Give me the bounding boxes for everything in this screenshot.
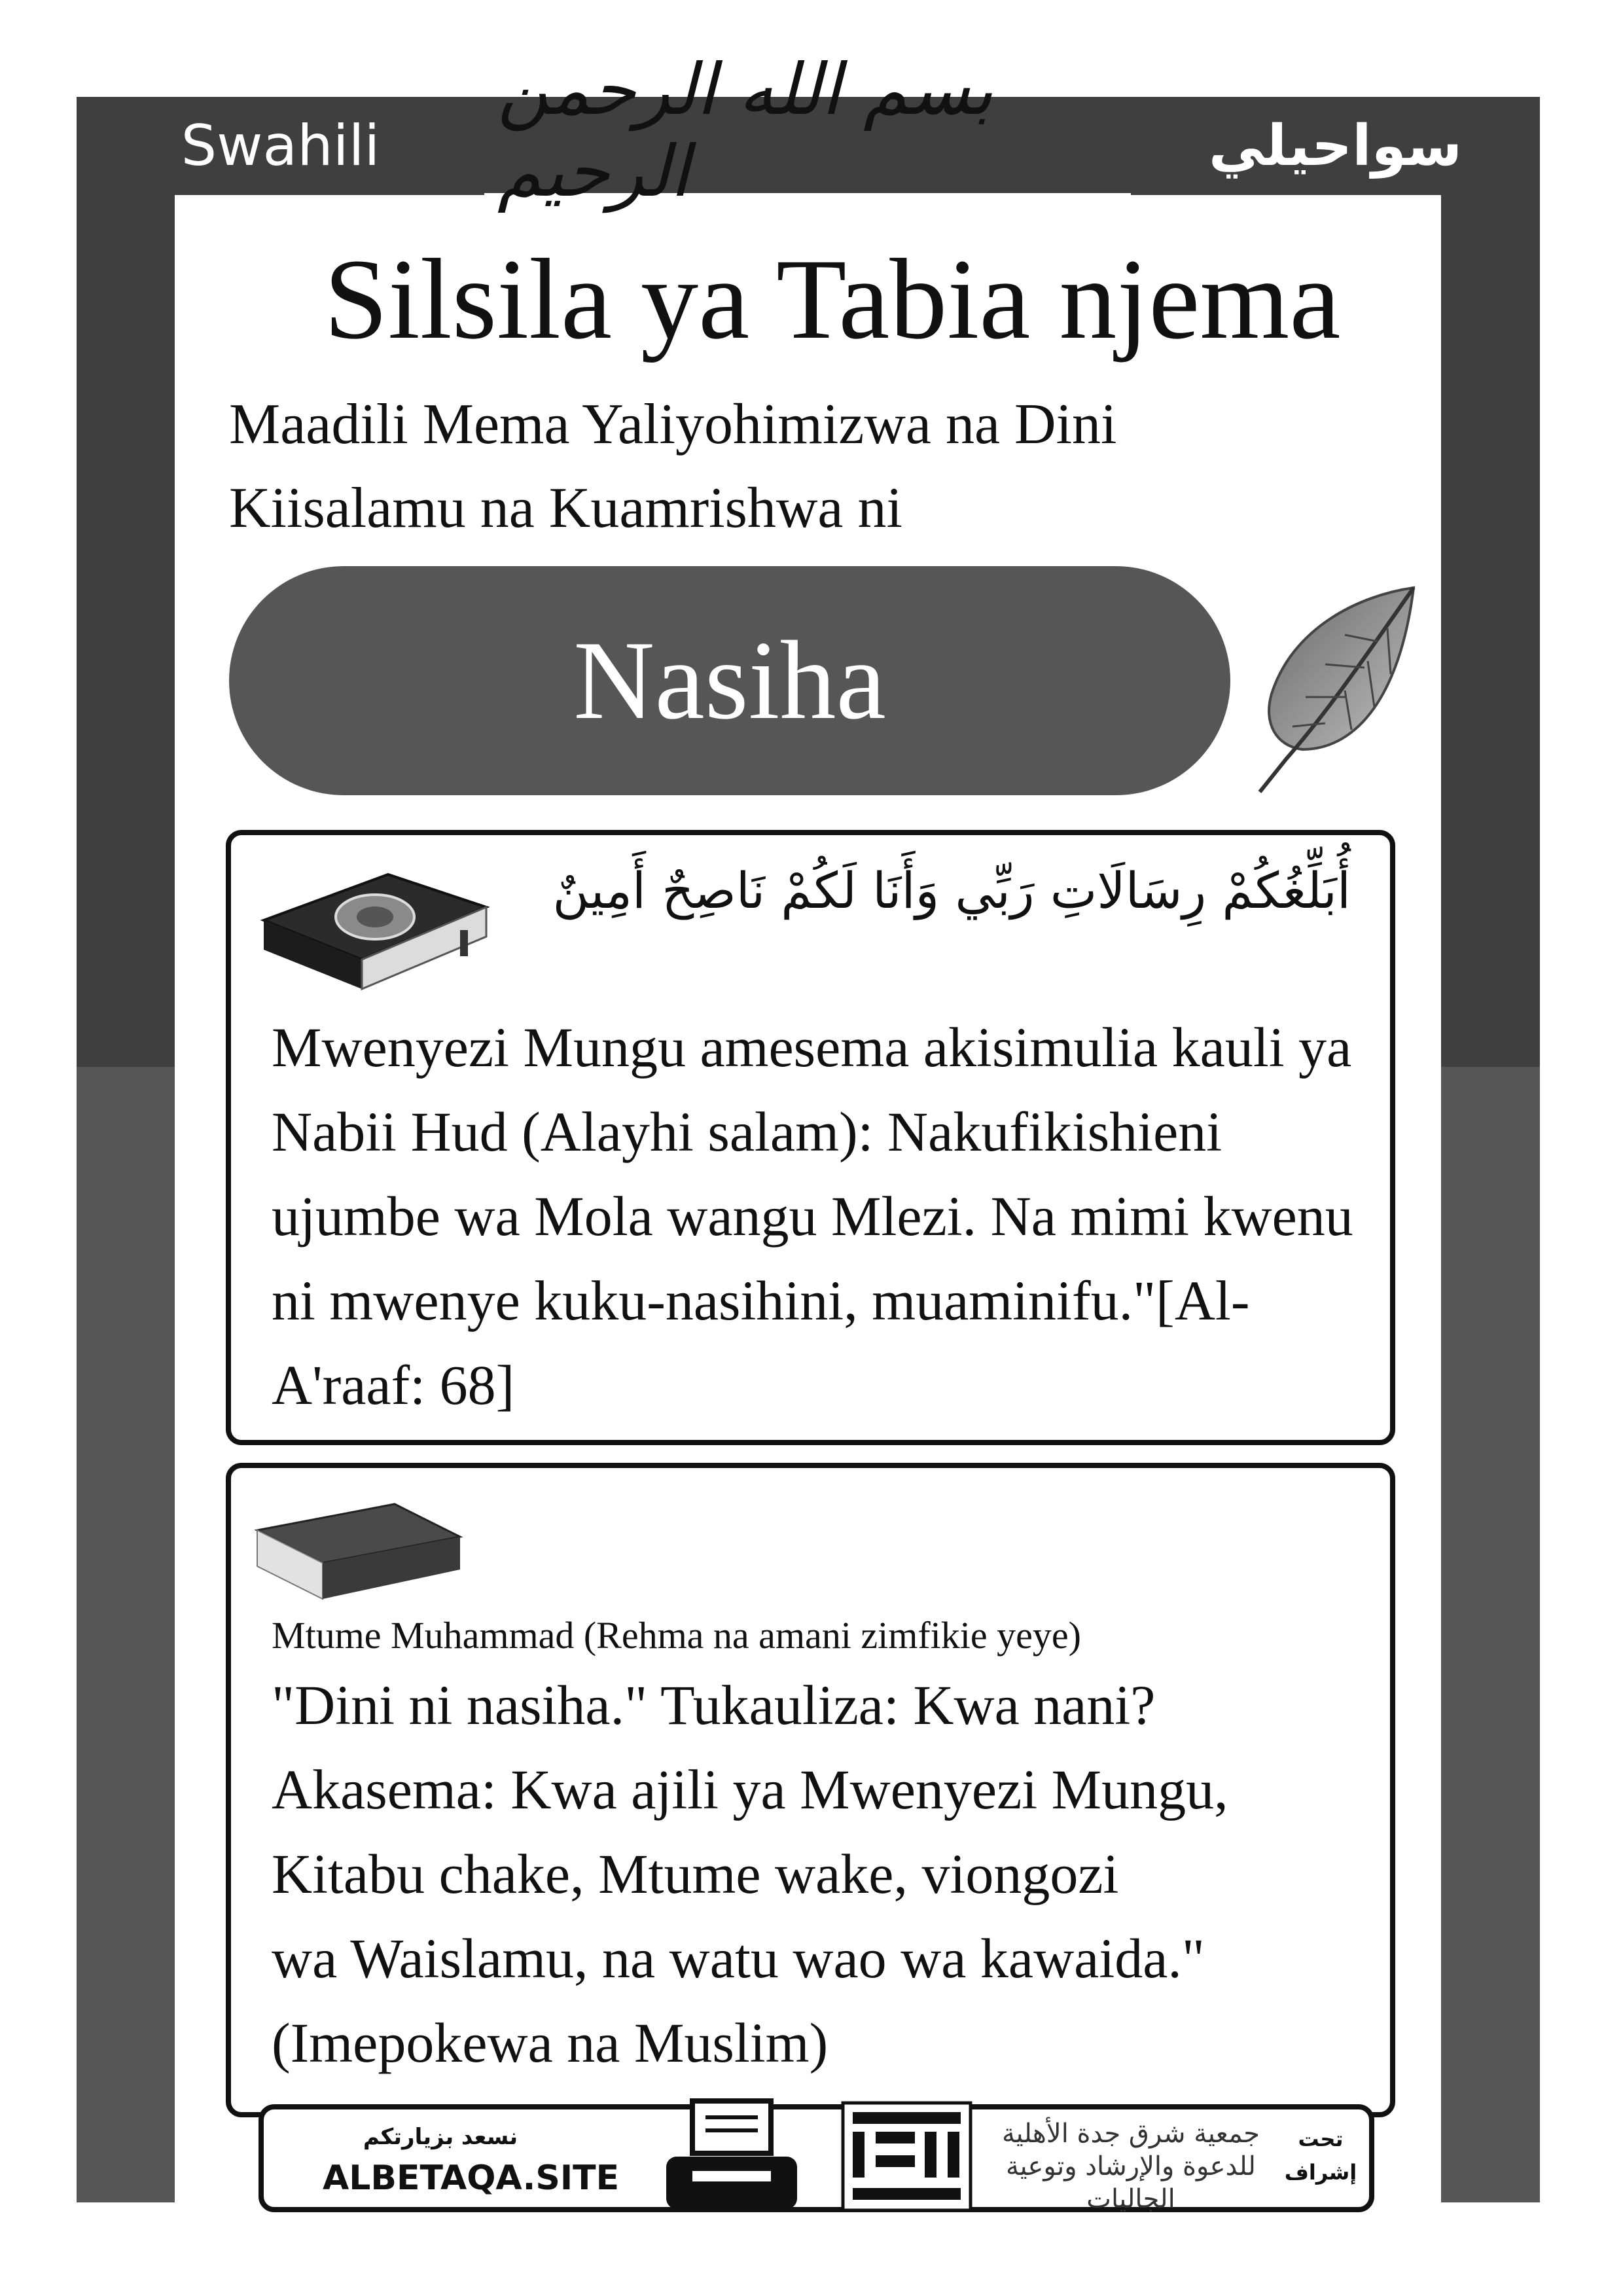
- language-label-ar: سواحيلي: [1131, 97, 1540, 195]
- footer-visit-text: نسعد بزيارتكم: [363, 2124, 518, 2150]
- topic-banner: [229, 566, 1230, 795]
- book-icon: [251, 1491, 467, 1605]
- quran-verse-arabic: أُبَلِّغُكُمْ رِسَالَاتِ رَبِّي وَأَنَا لَكُمْ نَاصِحٌ أَمِينٌ: [552, 861, 1351, 920]
- quran-verse-translation: Mwenyezi Mungu amesema akisimulia kauli ya Nabii Hud (Alayhi salam): Nakufikishieni ujumbe wa Mola wangu Mlezi. Na mimi kwenu ni mwenye kuku-nasihini, muaminifu."[Al-A'raaf: 68]: [272, 1016, 1353, 1416]
- dawah-logo-icon: [840, 2098, 974, 2215]
- quran-verse-card: [226, 830, 1395, 1445]
- footer-bar: [259, 2104, 1374, 2212]
- supervision-label: تحت إشراف: [1284, 2126, 1357, 2185]
- page-title: Silsila ya Tabia njema: [324, 236, 1341, 363]
- quran-book-icon: [251, 868, 499, 1012]
- society-name: جمعية شرق جدة الأهلية للدعوة والإرشاد وتوعية الجاليات: [1002, 2119, 1260, 2214]
- topic-label: Nasiha: [573, 618, 886, 743]
- hadith-card: [226, 1463, 1395, 2117]
- leaf-icon: [1247, 583, 1423, 798]
- language-label-en: Swahili: [77, 97, 484, 195]
- basmala-text: بسم الله الرحمن الرحيم: [497, 49, 993, 213]
- printer-icon: [663, 2098, 800, 2215]
- basmala-calligraphy: [497, 49, 1119, 213]
- page-subtitle: Maadili Mema Yaliyohimizwa na Dini Kiisalamu na Kuamrishwa ni: [229, 393, 1117, 540]
- hadith-text: "Dini ni nasiha." Tukauliza: Kwa nani? Akasema: Kwa ajili ya Mwenyezi Mungu, Kitabu chake, Mtume wake, viongozi wa Waislamu, na watu wao wa kawaida." (Imepokewa na Muslim): [272, 1674, 1228, 2074]
- logo-text: الدعوة بالورقة: [904, 2176, 908, 2177]
- hadith-narrator: Mtume Muhammad (Rehma na amani zimfikie yeye): [272, 1614, 1081, 1657]
- footer-site-link[interactable]: ALBETAQA.SITE: [323, 2159, 620, 2198]
